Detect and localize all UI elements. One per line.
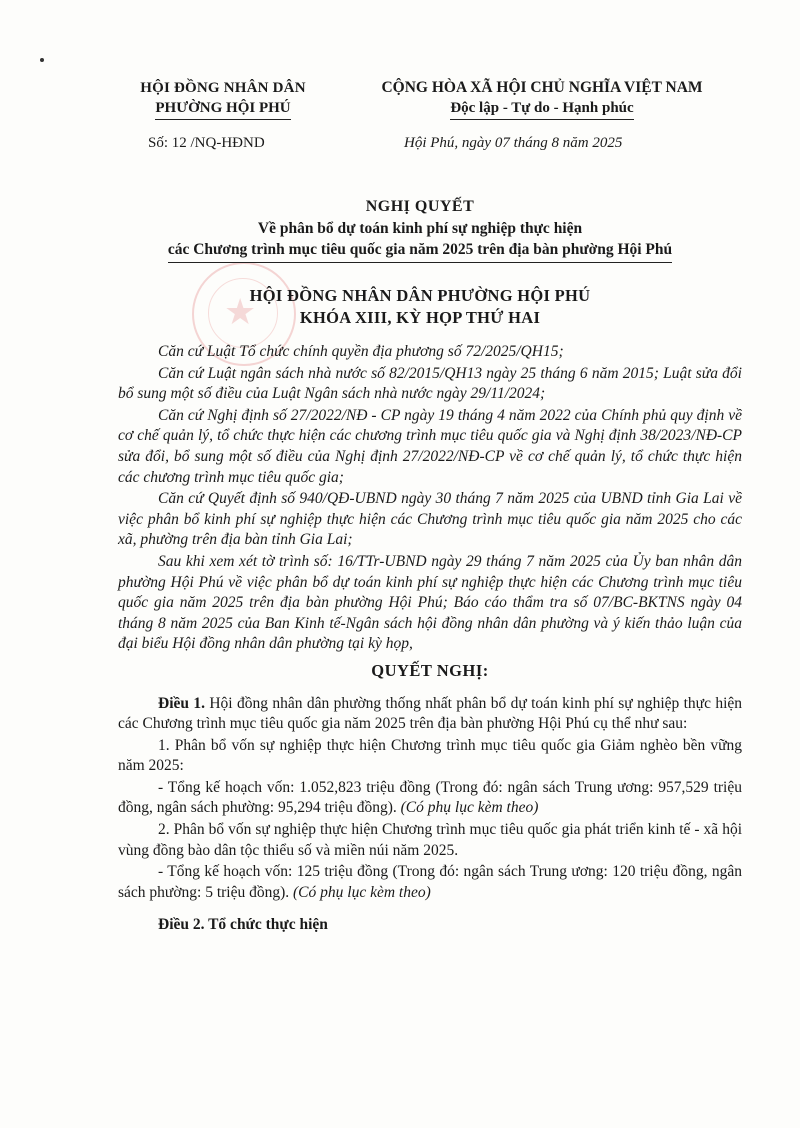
- preamble-paragraph: Căn cứ Luật Tổ chức chính quyền địa phương số 72/2025/QH15;: [158, 343, 564, 360]
- appendix-note: (Có phụ lục kèm theo): [293, 883, 431, 901]
- issuing-body-line1: HỘI ĐỒNG NHÂN DÂN: [140, 80, 306, 96]
- preamble-paragraph: Căn cứ Quyết định số 940/QĐ-UBND ngày 30 tháng 7 năm 2025 của UBND tỉnh Gia Lai về việc phân bổ kinh phí sự nghiệp thực hiện các Chương trình mục tiêu quốc gia năm 2025 cho các xã, phường trên địa bàn tỉnh Gia Lai;: [118, 490, 742, 549]
- title-line2: các Chương trình mục tiêu quốc gia năm 2025 trên địa bàn phường Hội Phú: [168, 239, 672, 263]
- document-body: [118, 342, 742, 937]
- council-heading: [100, 285, 740, 329]
- title-line1: Về phân bổ dự toán kinh phí sự nghiệp thực hiện: [257, 220, 583, 237]
- article-1: [118, 694, 742, 735]
- article-2-heading: Điều 2. Tổ chức thực hiện: [158, 916, 328, 934]
- scan-speck: [40, 58, 44, 62]
- article-1-item-2-detail: - Tổng kế hoạch vốn: 125 triệu đồng (Trong đó: ngân sách Trung ương: 120 triệu đồng, ngân sách phường: 5 triệu đồng). (Có phụ lục kèm theo): [118, 863, 742, 901]
- nation-name: CỘNG HÒA XÃ HỘI CHỦ NGHĨA VIỆT NAM: [381, 79, 703, 96]
- national-motto: Độc lập - Tự do - Hạnh phúc: [450, 98, 633, 120]
- preamble-paragraph: Sau khi xem xét tờ trình số: 16/TTr-UBND ngày 29 tháng 7 năm 2025 của Ủy ban nhân dân phường Hội Phú về việc phân bổ dự toán kinh phí sự nghiệp thực hiện các Chương trình mục tiêu quốc gia năm 2025 trên địa bàn phường Hội Phú; Báo cáo thẩm tra số 07/BC-BKTNS ngày 04 tháng 8 năm 2025 của Ban Kinh tế-Ngân sách hội đồng nhân dân phường và ý kiến thảo luận của đại biểu Hội đồng nhân dân phường tại kỳ họp,: [118, 552, 742, 653]
- star-icon: ★: [224, 292, 257, 333]
- council-name: HỘI ĐỒNG NHÂN DÂN PHƯỜNG HỘI PHÚ: [249, 286, 591, 305]
- decide-heading: QUYẾT NGHỊ:: [371, 660, 489, 680]
- preamble-paragraph: Căn cứ Nghị định số 27/2022/NĐ - CP ngày 19 tháng 4 năm 2022 của Chính phủ quy định về cơ chế quản lý, tổ chức thực hiện các chương trình mục tiêu quốc gia và Nghị định 38/2023/NĐ-CP sửa đổi, bổ sung một số điều của Nghị định 27/2022/NĐ-CP về cơ chế quản lý, tổ chức thực hiện các chương trình mục tiêu quốc gia;: [118, 406, 742, 486]
- article-1-label: Điều 1.: [158, 694, 205, 712]
- council-session: KHÓA XIII, KỲ HỌP THỨ HAI: [299, 308, 541, 327]
- issuing-body-line2: PHƯỜNG HỘI PHÚ: [155, 98, 290, 120]
- article-1-item-1: 1. Phân bổ vốn sự nghiệp thực hiện Chương trình mục tiêu quốc gia Giảm nghèo bền vững năm 2025:: [118, 736, 742, 775]
- place-and-date: Hội Phú, ngày 07 tháng 8 năm 2025: [404, 135, 623, 151]
- appendix-note: (Có phụ lục kèm theo): [400, 799, 539, 817]
- preamble-paragraph: Căn cứ Luật ngân sách nhà nước số 82/2015/QH13 ngày 25 tháng 6 năm 2015; Luật sửa đổi bổ sung một số điều của Luật Ngân sách nhà nước ngày 29/11/2024;: [118, 364, 742, 403]
- article-1-item-1-detail: - Tổng kế hoạch vốn: 1.052,823 triệu đồng (Trong đó: ngân sách Trung ương: 957,529 triệu đồng, ngân sách phường: 95,294 triệu đồng). (Có phụ lục kèm theo): [118, 778, 742, 817]
- national-header: [342, 78, 742, 120]
- document-type: NGHỊ QUYẾT: [365, 198, 475, 215]
- article-1-item-2: 2. Phân bổ vốn sự nghiệp thực hiện Chương trình mục tiêu quốc gia phát triển kinh tế - xã hội vùng đồng bào dân tộc thiểu số và miền núi năm 2025.: [118, 821, 742, 859]
- document-number: Số: 12 /NQ-HĐND: [148, 135, 265, 151]
- article-1-intro: Hội đồng nhân dân phường thống nhất phân bổ dự toán kinh phí sự nghiệp thực hiện các Chương trình mục tiêu quốc gia năm 2025 trên địa bàn phường Hội Phú cụ thể như sau:: [118, 694, 743, 733]
- issuing-body: [108, 78, 338, 120]
- document-title: [100, 196, 740, 263]
